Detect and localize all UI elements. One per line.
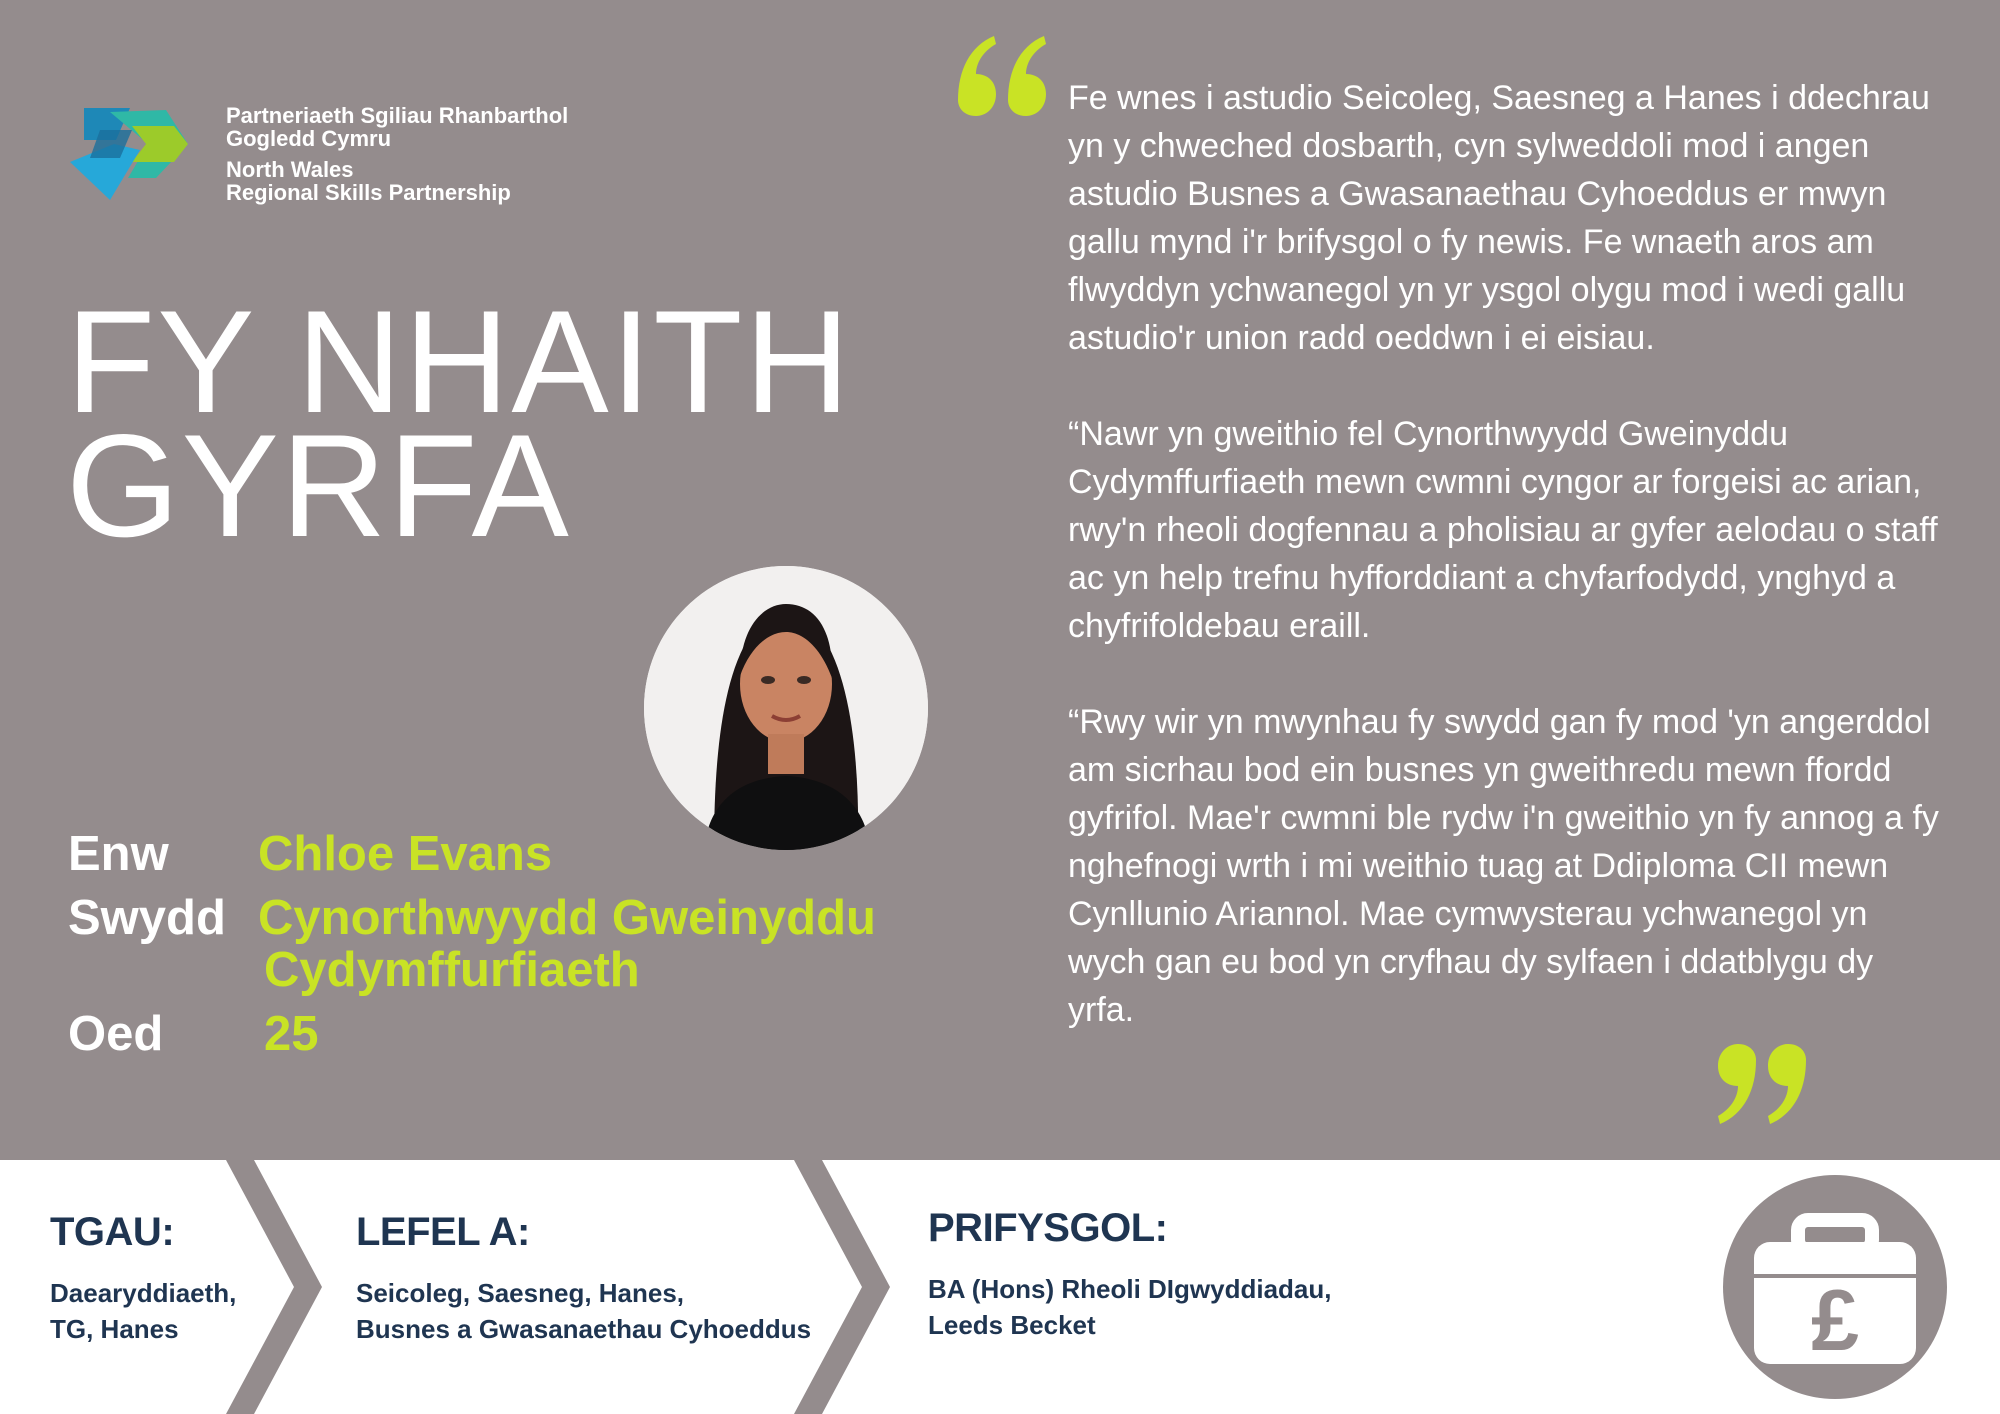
logo-welsh-line1: Partneriaeth Sgiliau Rhanbarthol [226,103,569,128]
rsp-logo-icon [70,100,230,210]
stage-gcse [50,1210,236,1347]
stage-university-line1: BA (Hons) Rheoli DIgwyddiadau, [928,1274,1332,1304]
stage-gcse-line2: TG, Hanes [50,1314,179,1344]
title-line1: FY NHAITH [66,280,852,443]
logo-english-line2: Regional Skills Partnership [226,180,511,205]
stage-a-level-heading: LEFEL A: [356,1210,530,1254]
age-value: 25 [264,1007,319,1061]
age-label: Oed [68,1007,164,1061]
quote-open-icon [950,30,1054,120]
logo-welsh-line2: Gogledd Cymru [226,126,392,151]
quote-paragraph-3: “Rwy wir yn mwynhau fy swydd gan fy mod 'yn angerddol am sicrhau bod ein busnes yn gweithredu mewn ffordd gyfrifol. Mae'r cwmni ble rydw i'n gweithio yn fy annog a fy nghefnogi wrth i mi weithio tuag at Ddiploma CII mewn Cynllunio Ariannol. Mae cymwysterau ychwanegol yn wych gan eu bod yn cryfhau dy sylfaen i ddatblygu dy yrfa. [1068,703,1939,1029]
logo-text [226,104,568,204]
stage-university [928,1206,1331,1343]
stage-gcse-heading: TGAU: [50,1210,175,1254]
job-value-line2: Cydymffurfiaeth [264,943,640,997]
page-title [66,280,852,567]
title-line2: GYRFA [66,404,571,567]
svg-text:£: £ [1811,1273,1859,1369]
stage-university-heading: PRIFYSGOL: [928,1206,1168,1250]
quote-paragraph-2: “Nawr yn gweithio fel Cynorthwyydd Gweinyddu Cydymffurfiaeth mewn cwmni cyngor ar forgeisi ac arian, rwy'n rheoli dogfennau a pholisiau ar gyfer aelodau o staff ac yn help trefnu hyfforddiant a chyfarfodydd, ynghyd a chyfrifoldebau eraill. [1068,415,1938,645]
name-label: Enw [68,827,169,881]
job-value-line1: Cynorthwyydd Gweinyddu [258,891,876,945]
stage-gcse-line1: Daearyddiaeth, [50,1278,237,1308]
profile-photo [644,566,928,850]
name-value: Chloe Evans [258,827,553,881]
briefcase-pound-icon [1720,1172,1950,1402]
job-label: Swydd [68,891,226,945]
stage-university-line2: Leeds Becket [928,1310,1096,1340]
portrait-image [644,566,928,850]
testimonial-quote [1068,74,1948,1082]
stage-a-level-line1: Seicoleg, Saesneg, Hanes, [356,1278,685,1308]
logo-english-line1: North Wales [226,157,354,182]
stage-a-level [356,1210,811,1347]
education-pathway [0,1160,2000,1414]
stage-a-level-line2: Busnes a Gwasanaethau Cyhoeddus [356,1314,812,1344]
quote-paragraph-1: Fe wnes i astudio Seicoleg, Saesneg a Hanes i ddechrau yn y chweched dosbarth, cyn sylweddoli mod i angen astudio Busnes a Gwasanaethau Cyhoeddus er mwyn gallu mynd i'r brifysgol o fy newis. Fe wnaeth aros am flwyddyn ychwanegol yn yr ysgol olygu mod i wedi gallu astudio'r union radd oeddwn i ei eisiau. [1068,79,1930,357]
